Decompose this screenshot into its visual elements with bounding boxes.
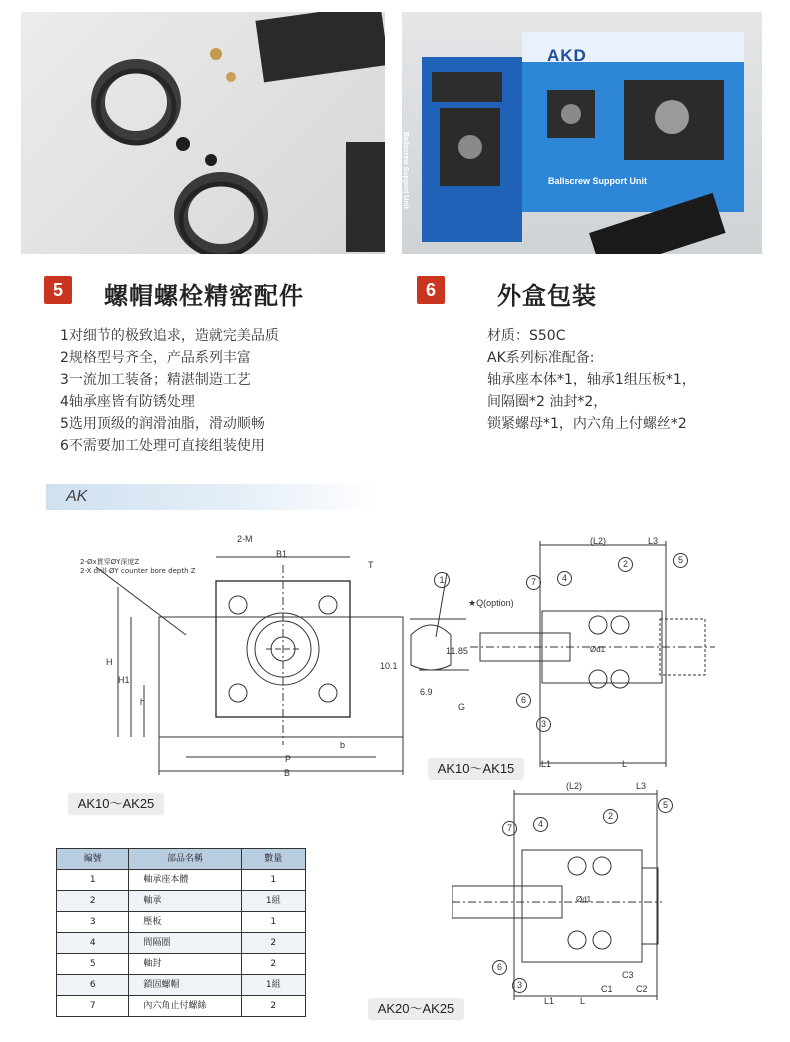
dim-l1-bottom: L1 [544,996,555,1006]
section-6-list [487,325,696,435]
list-item: 1对细节的极致追求，造就完美品质 [60,328,279,344]
list-item: 间隔圈*2 油封*2， [487,394,608,410]
dim-2m: 2-M [237,534,253,544]
front-view-caption: AK10～AK25 [68,793,164,815]
box-side-label: Ballscrew Support Unit [402,132,409,210]
table-header-row [57,849,306,870]
callout-4-bottom: 4 [533,817,548,832]
cell: 軸承 [129,891,241,912]
cell: 1 [241,870,305,891]
section-6-title: 外盒包装 [497,282,597,310]
dim-h1: H1 [118,675,130,685]
cell: 6 [57,975,129,996]
dim-c1: C1 [601,984,613,994]
list-item: 4轴承座皆有防锈处理 [60,394,195,410]
callout-1: 1 [434,572,450,588]
list-item: 轴承座本体*1，轴承1组压板*1， [487,372,696,388]
cell: 壓板 [129,912,241,933]
dim-10-1: 10.1 [380,661,398,671]
cell: 1 [241,912,305,933]
cell: 1 [57,870,129,891]
dim-l3-top: L3 [648,536,659,546]
dim-11-85: 11.85 [446,646,468,656]
list-item: 5选用顶级的润滑油脂，滑动顺畅 [60,416,265,432]
list-item: 3一流加工装备；精湛制造工艺 [60,372,251,388]
dim-l-bottom: L [580,996,586,1006]
dim-bs: b [340,740,346,750]
dim-d1-bottom: Ød1 [576,895,592,904]
cell: 4 [57,933,129,954]
section-5-list [60,325,279,457]
table-row [57,954,306,975]
table-row [57,933,306,954]
cell: 1組 [241,975,305,996]
dim-l2-top: (L2) [590,536,607,546]
cell: 2 [241,996,305,1017]
list-item: 材质：S50C [487,328,566,344]
callout-7-top: 7 [526,575,541,590]
bearing-rings-illustration [21,12,385,254]
photo-packaging-box [402,12,762,254]
dim-g: G [458,702,466,712]
col-header: 部品名稱 [129,849,241,870]
dim-h: H [106,657,113,667]
callout-3-top: 3 [536,717,551,732]
cell: 5 [57,954,129,975]
list-item: AK系列标准配备: [487,350,595,366]
cell: 2 [241,954,305,975]
col-header: 編號 [57,849,129,870]
list-item: 2规格型号齐全，产品系列丰富 [60,350,251,366]
photo-bearing-rings [21,12,385,254]
callout-5-bottom: 5 [658,798,673,813]
cell: 軸承座本體 [129,870,241,891]
dim-6-9: 6.9 [420,687,433,697]
cell: 2 [57,891,129,912]
col-header: 數量 [241,849,305,870]
list-item: 锁紧螺母*1，内六角上付螺丝*2 [487,416,687,432]
cell: 1組 [241,891,305,912]
callout-3-bottom: 3 [512,978,527,993]
table-row [57,912,306,933]
callout-2-top: 2 [618,557,633,572]
ak-series-label: AK [66,488,88,505]
dim-c3: C3 [622,970,634,980]
dim-l3-bottom: L3 [636,781,647,791]
dim-l-top: L [622,759,628,769]
dim-t: T [368,560,374,570]
dim-l1-top: L1 [541,759,552,769]
parts-table [56,848,306,1017]
cell: 7 [57,996,129,1017]
callout-5-top: 5 [673,553,688,568]
side-top-caption: AK10～AK15 [428,758,524,780]
cell: 間隔圈 [129,933,241,954]
cell: 3 [57,912,129,933]
box-brand-logo: AKD [547,46,587,65]
drawing-note-1: 2-Øx貫穿ØY深度Z [80,558,140,566]
callout-7-bottom: 7 [502,821,517,836]
dim-c2: C2 [636,984,648,994]
callout-6-top: 6 [516,693,531,708]
section-6-badge: 6 [417,276,445,304]
dim-l2-bottom: (L2) [566,781,583,791]
table-row [57,891,306,912]
table-row [57,975,306,996]
cell: 鎖固螺帽 [129,975,241,996]
list-item: 6不需要加工处理可直接组装使用 [60,438,265,454]
drawing-note-2: 2-X drill ØY counter bore depth Z [80,567,196,575]
ak-series-band [46,484,376,510]
side-bottom-caption: AK20～AK25 [368,998,464,1020]
dim-q-option: ★Q(option) [468,598,514,608]
dim-p: P [285,754,292,764]
section-5-title: 螺帽螺栓精密配件 [104,282,304,310]
dim-b1: B1 [276,549,288,559]
box-label: Ballscrew Support Unit [548,176,648,186]
table-row [57,870,306,891]
cell: 軸封 [129,954,241,975]
callout-4-top: 4 [557,571,572,586]
cell: 2 [241,933,305,954]
table-row [57,996,306,1017]
dim-b: B [284,768,291,778]
callout-2-bottom: 2 [603,809,618,824]
cell: 內六角止付螺絲 [129,996,241,1017]
callout-6-bottom: 6 [492,960,507,975]
dim-d1-top: Ød1 [590,645,606,654]
dim-hs: h [140,697,146,707]
section-5-badge: 5 [44,276,72,304]
